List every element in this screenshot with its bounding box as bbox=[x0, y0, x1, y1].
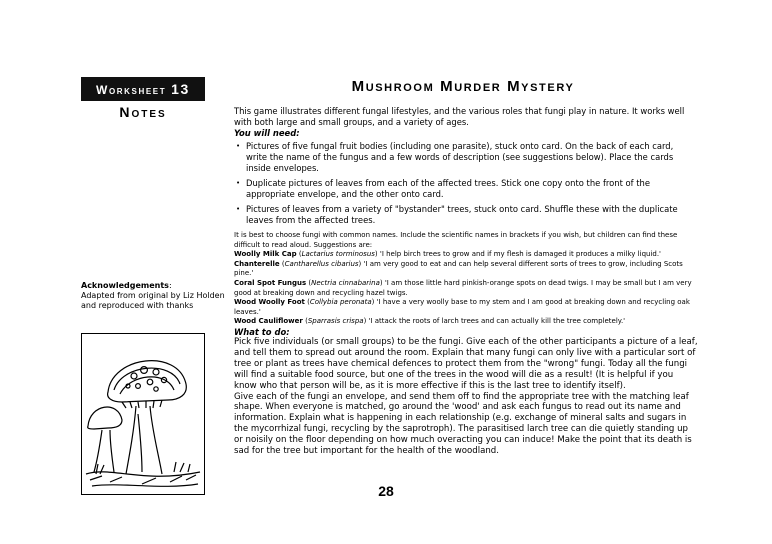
list-item: • Duplicate pictures of leaves from each of the affected trees. Stick one copy onto the front of the appropriate envelope, and the other onto card. bbox=[236, 178, 696, 200]
fungus-latin: Nectria cinnabarina bbox=[311, 278, 380, 287]
fungus-entry: Coral Spot Fungus (Nectria cinnabarina) 'I am those little hard pinkish-orange spots on dead twigs. I may be small but I am very good at breaking down and recycling hazel twigs. bbox=[234, 278, 692, 297]
instructions bbox=[234, 337, 698, 457]
fungus-entry: Woolly Milk Cap (Lactarius torminosus) 'I help birch trees to grow and if my flesh is damaged it produces a milky liquid.' bbox=[234, 250, 661, 259]
fungus-latin: Collybia peronata bbox=[309, 298, 372, 307]
fungi-suggestions bbox=[234, 231, 696, 327]
list-item: • Pictures of five fungal fruit bodies (including one parasite), stuck onto card. On the back of each card, write the name of the fungus and a few words of description (see suggestions below). Place the cards inside envelopes. bbox=[236, 141, 696, 174]
suggestions-intro: It is best to choose fungi with common names. Include the scientific names in brackets if you wish, but children can find these difficult to read aloud. Suggestions are: bbox=[234, 231, 678, 249]
acknowledgements: Acknowledgements: Adapted from original by Liz Holden and reproduced with thanks bbox=[81, 281, 225, 310]
fungus-name: Woolly Milk Cap bbox=[234, 250, 297, 259]
mushroom-illustration bbox=[81, 333, 205, 495]
fungus-quote: 'I am very good to eat and can help several different sorts of trees to grow, including Scots pine.' bbox=[234, 259, 683, 278]
what-to-do-heading: What to do: bbox=[234, 327, 290, 337]
fungus-name: Coral Spot Fungus bbox=[234, 278, 307, 287]
ack-text: Adapted from original by Liz Holden and reproduced with thanks bbox=[81, 291, 225, 310]
fungus-entry: Wood Woolly Foot (Collybia peronata) 'I have a very woolly base to my stem and I am good at breaking down and recycling oak leaves.' bbox=[234, 298, 690, 316]
fungus-quote: 'I am those little hard pinkish-orange spots on dead twigs. I may be small but I am very good at breaking down and recycling hazel twigs. bbox=[234, 278, 692, 297]
mushroom-sketch-icon bbox=[82, 334, 204, 494]
fungus-entry: Chanterelle (Cantharellus cibarius) 'I am very good to eat and can help several different sorts of trees to grow, including Scots pine.' bbox=[234, 259, 683, 278]
worksheet-label: Worksheet bbox=[96, 83, 167, 97]
instruction-paragraph: Give each of the fungi an envelope, and send them off to find the appropriate tree with the matching leaf shape. When everyone is matched, go around the 'wood' and ask each fungus to read out its name and information. Explain what is happening in each relationship (e.g. exchange of mineral salts and sugars in the mycorrhizal fungi, recycling by the saprotroph). The parasitised larch tree can die quietly standing up or noisily on the floor depending on how much overacting you can induce! Make the point that its death is sad for the tree but important for the health of the woodland. bbox=[234, 391, 692, 457]
intro-paragraph: This game illustrates different fungal lifestyles, and the various roles that fungi play in nature. It works well with both large and small groups, and a variety of ages. bbox=[234, 106, 685, 127]
fungus-quote: 'I help birch trees to grow and if my flesh is damaged it produces a milky liquid.' bbox=[379, 250, 661, 259]
worksheet-badge bbox=[81, 77, 205, 101]
fungus-name: Wood Cauliflower bbox=[234, 317, 303, 326]
page-number: 28 bbox=[378, 483, 394, 499]
page-title: Mushroom Murder Mystery bbox=[351, 78, 575, 95]
ack-heading: Acknowledgements bbox=[81, 281, 169, 290]
instruction-paragraph: Pick five individuals (or small groups) to be the fungi. Give each of the other participants a picture of a leaf, and tell them to spread out around the room. Explain that many fungi can only live with a particular sort of tree or plant as trees have chemical defences to protect them from the "wrong" fungi. Today all the fungi will find a suitable food source, but one of the trees in the wood will die as a result! (It is helpful if you know who that person will be, as it is more effective if this is the last tree to identify itself). bbox=[234, 337, 698, 391]
fungus-name: Chanterelle bbox=[234, 259, 280, 268]
fungus-entry: Wood Cauliflower (Sparrasis crispa) 'I attack the roots of larch trees and can actually kill the tree completely.' bbox=[234, 317, 626, 326]
fungus-quote: 'I have a very woolly base to my stem and I am good at breaking down and recycling oak leaves.' bbox=[234, 298, 690, 316]
list-item: • Pictures of leaves from a variety of "bystander" trees, stuck onto card. Shuffle these with the duplicate leaves from the affected trees. bbox=[236, 204, 696, 226]
worksheet-number: 13 bbox=[171, 81, 190, 97]
fungus-quote: 'I attack the roots of larch trees and can actually kill the tree completely.' bbox=[368, 317, 626, 326]
notes-heading: Notes bbox=[119, 104, 167, 120]
fungus-latin: Lactarius torminosus bbox=[301, 250, 375, 259]
materials-list bbox=[236, 141, 696, 230]
fungus-latin: Sparrasis crispa bbox=[307, 317, 364, 326]
you-will-need-heading: You will need: bbox=[234, 128, 300, 138]
fungus-name: Wood Woolly Foot bbox=[234, 298, 305, 307]
fungus-latin: Cantharellus cibarius bbox=[284, 259, 359, 268]
